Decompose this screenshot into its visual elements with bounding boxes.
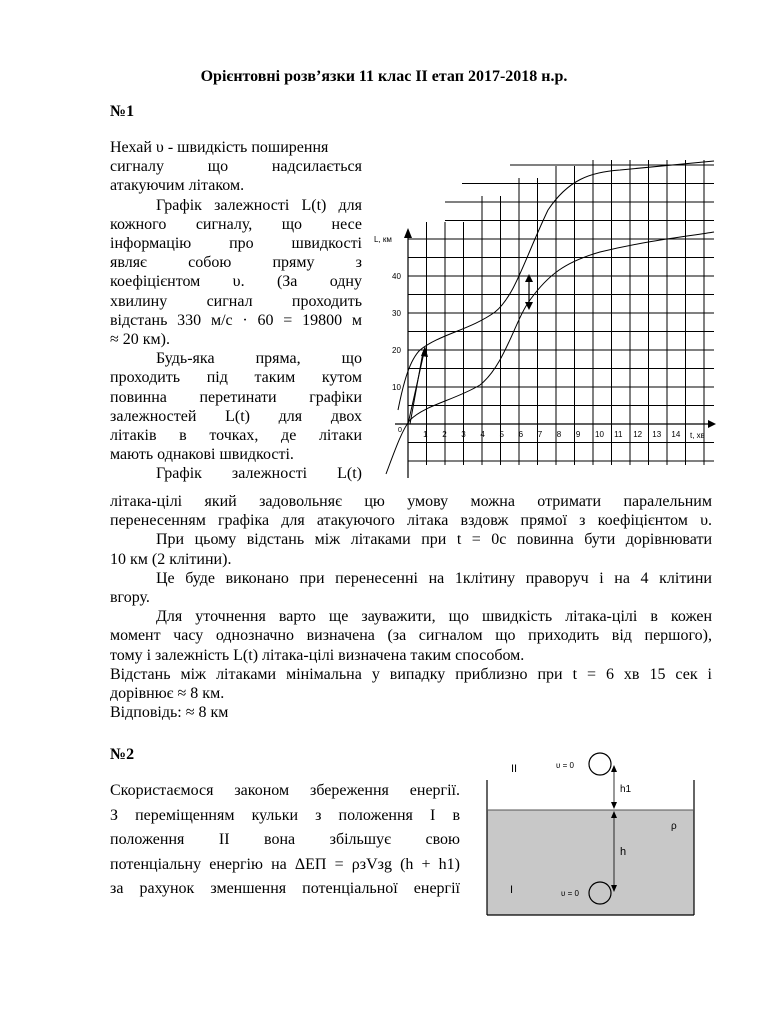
velocity-bottom-label: υ = 0 xyxy=(561,889,579,898)
text-line: сигналу що надсилається xyxy=(110,158,362,176)
distance-time-graph xyxy=(372,150,722,485)
text-line: вгору. xyxy=(110,589,150,606)
graph-grid xyxy=(408,160,714,465)
text-line: момент часу однозначно визначена (за сигналом що приходить від першого), xyxy=(110,627,712,645)
min-distance-arrow-top xyxy=(525,274,533,282)
text-line: відстань 330 м/с · 60 = 19800 м xyxy=(110,311,362,329)
y-tick-label: 30 xyxy=(392,309,401,318)
x-tick-label: 6 xyxy=(518,430,524,439)
y-tick-label: 40 xyxy=(392,272,401,281)
text-line: Графік залежності L(t) xyxy=(156,465,362,483)
x-axis-arrow xyxy=(708,420,716,428)
text-line: Відповідь: ≈ 8 км xyxy=(110,704,229,722)
origin-label: 0 xyxy=(398,427,402,434)
text-line: інформацію про швидкості xyxy=(110,235,362,252)
attacking-plane-curve xyxy=(386,232,714,474)
text-line: проходить під таким кутом xyxy=(110,369,362,387)
label-position-2: ІІ xyxy=(511,763,518,775)
x-tick-label: 3 xyxy=(461,430,466,439)
y-tick-label: 20 xyxy=(392,346,401,355)
text-line: кожного сигналу, що несе xyxy=(110,215,362,233)
x-tick-label: 2 xyxy=(442,430,447,439)
text-line: Відстань між літаками мінімальна у випадку приблизно при t = 6 хв 15 сек і xyxy=(110,665,712,683)
x-tick-label: 14 xyxy=(671,430,681,439)
text-line: повинна перетинати графіки xyxy=(110,388,362,406)
text-line: літака-цілі який задовольняє цю умову можна отримати паралельним xyxy=(110,493,712,510)
x-tick-label: 5 xyxy=(499,430,504,439)
text-line: При цьому відстань між літаками при t = 0с повинна бути дорівнювати xyxy=(156,531,712,549)
text-line: хвилину сигнал проходить xyxy=(110,292,362,310)
x-tick-label: 8 xyxy=(556,430,562,439)
problem-2-heading: №2 xyxy=(110,746,135,763)
text-line: Для уточнення варто ще зауважити, що швидкість літака-цілі в кожен xyxy=(156,608,712,626)
x-tick-label: 10 xyxy=(595,430,604,439)
text-line: залежностей L(t) для двох xyxy=(110,407,362,425)
text-line: мають однакові швидкості. xyxy=(110,446,294,464)
text-line: ≈ 20 км). xyxy=(110,331,171,348)
text-line: атакуючим літаком. xyxy=(110,177,245,195)
text-line: тому і залежність L(t) літака-цілі визначена таким способом. xyxy=(110,646,525,664)
density-label: ρ xyxy=(671,821,677,832)
x-tick-label: 13 xyxy=(652,430,662,439)
x-tick-label: 9 xyxy=(575,430,581,439)
text-line: Графік залежності L(t) для xyxy=(156,196,362,214)
x-tick-label: 1 xyxy=(423,430,428,439)
y-axis-arrow xyxy=(404,228,412,238)
x-tick-label: 11 xyxy=(614,430,623,439)
x-tick-label: 4 xyxy=(480,430,485,439)
text-line: Скористаємося законом збереження енергії. xyxy=(110,782,460,799)
page-title: Орієнтовні розв’язки 11 клас ІІ етап 2017-2018 н.р. xyxy=(200,68,568,85)
x-tick-label: 12 xyxy=(633,430,643,439)
text-line: являє собою пряму з xyxy=(110,254,362,272)
text-line: Будь-яка пряма, що xyxy=(156,350,362,368)
h-label: h xyxy=(620,846,627,858)
text-line: літаків в точках, де літаки xyxy=(110,427,362,444)
text-line: З переміщенням кульки з положення І в xyxy=(110,806,460,824)
y-axis-label: L, км xyxy=(374,235,392,244)
ball-position-2 xyxy=(589,753,611,775)
text-line: коефіцієнтом υ. (За одну xyxy=(110,273,362,291)
x-tick-label: 7 xyxy=(537,430,543,439)
text-line: потенціальну енергію на ΔEП = ρзVзg (h + h1) xyxy=(110,855,460,873)
text-line: Нехай υ - швидкість поширення xyxy=(110,139,329,156)
velocity-top-label: υ = 0 xyxy=(556,761,574,770)
ball-container-diagram xyxy=(480,740,710,920)
text-line: Це буде виконано при перенесенні на 1клітину праворуч і на 4 клітини xyxy=(156,569,712,587)
text-line: положення ІІ вона збільшує свою xyxy=(110,831,460,848)
text-line: дорівнює ≈ 8 км. xyxy=(110,685,225,702)
y-tick-label: 10 xyxy=(392,383,401,392)
text-line: за рахунок зменшення потенціальної енергії xyxy=(110,880,460,897)
problem-1-heading: №1 xyxy=(110,103,135,120)
h1-label: h1 xyxy=(620,784,632,795)
x-axis-label: t, хв xyxy=(690,431,705,440)
label-position-1: І xyxy=(510,884,514,896)
text-line: 10 км (2 клітини). xyxy=(110,550,232,568)
text-line: перенесенням графіка для атакуючого літака вздовж прямої з коефіцієнтом υ. xyxy=(110,512,712,530)
